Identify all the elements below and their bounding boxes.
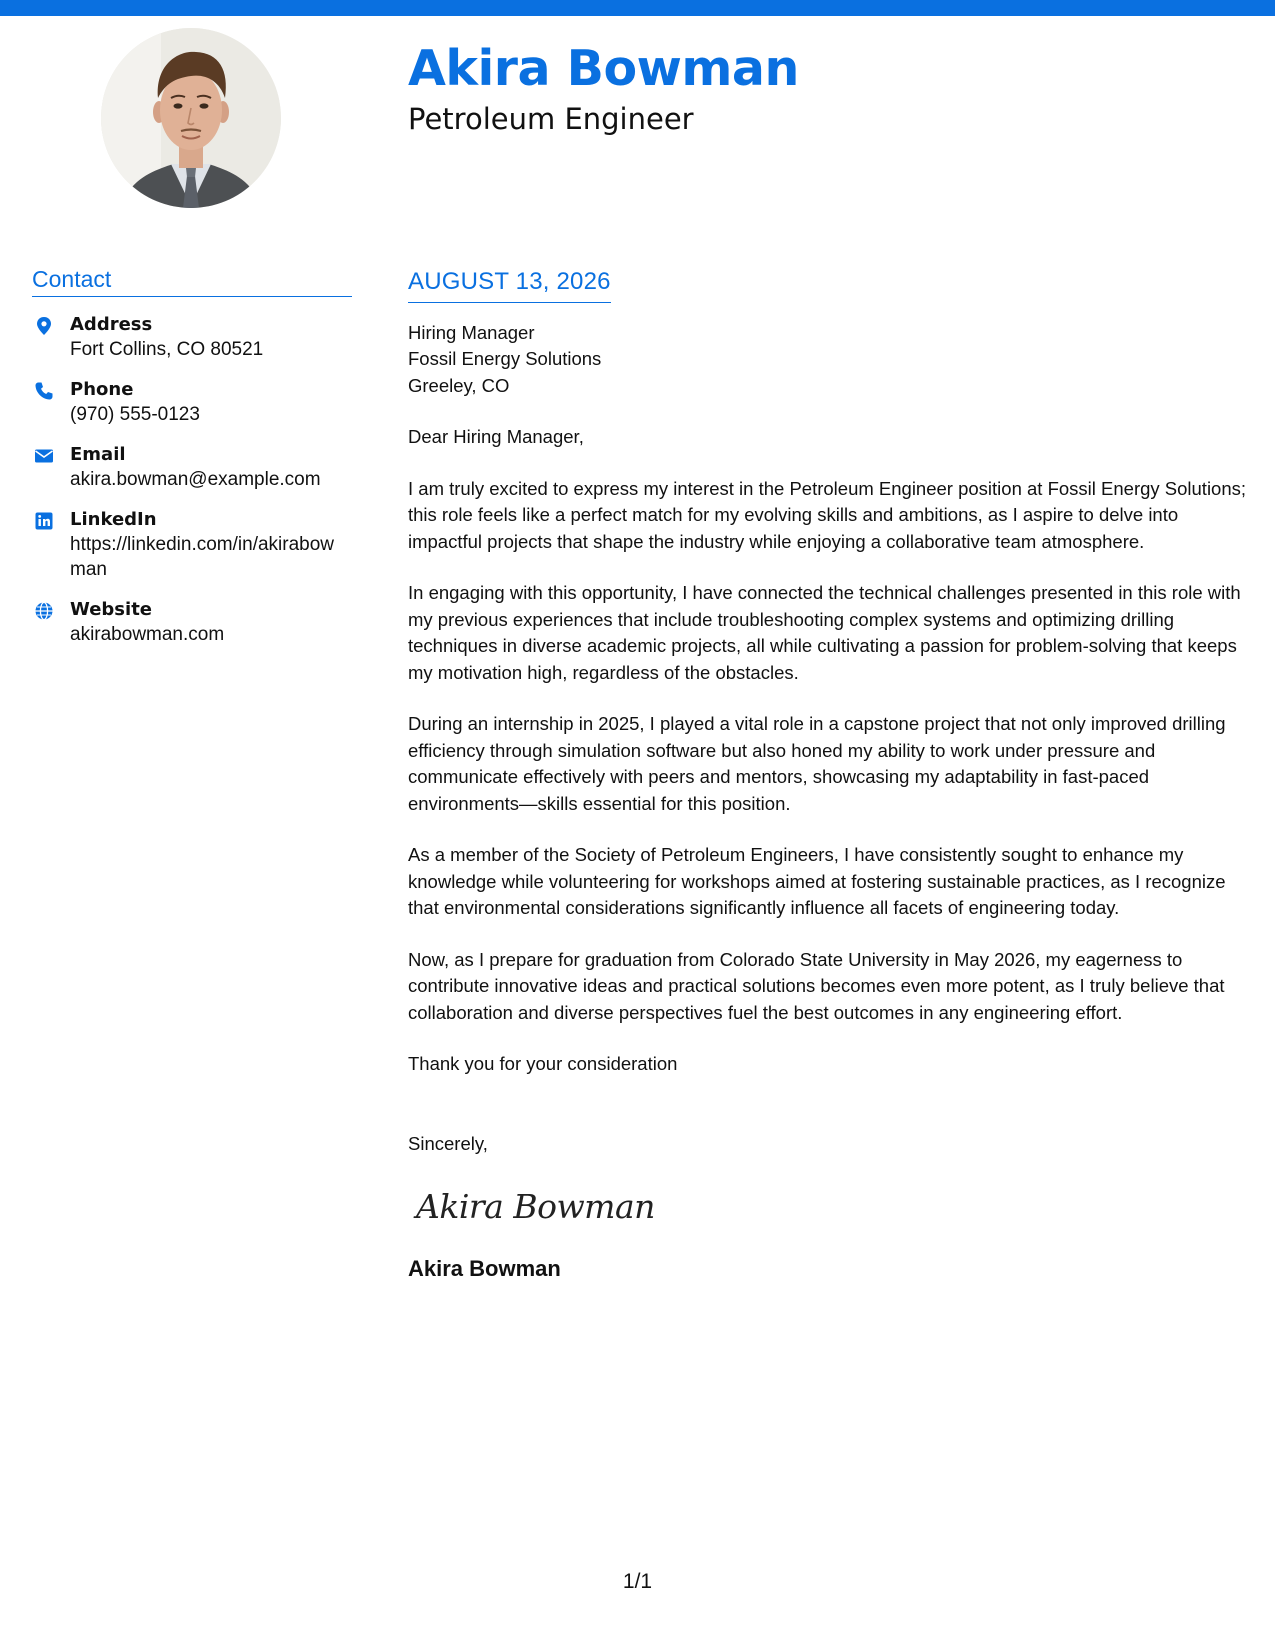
- page-number: 1/1: [622, 1570, 653, 1593]
- letter-body: [408, 268, 1248, 1283]
- body-paragraph: As a member of the Society of Petroleum Engineers, I have consistently sought to enhance my knowledge while volunteering for workshops aimed at fostering sustainable practices, as I recognize that environmental considerations significantly influence all facets of engineering today.: [408, 844, 1226, 919]
- email-value: akira.bowman@example.com: [70, 468, 321, 490]
- contact-label: Website: [70, 598, 153, 620]
- location-pin-icon: [34, 316, 54, 336]
- recipient-line: Fossil Energy Solutions: [408, 348, 602, 370]
- linkedin-icon: [34, 511, 54, 531]
- contact-sidebar: [32, 266, 352, 647]
- contact-item-linkedin: [32, 507, 352, 582]
- address-value: Fort Collins, CO 80521: [70, 338, 264, 360]
- contact-label: Phone: [70, 378, 134, 400]
- top-accent-bar: [0, 0, 1275, 16]
- letter-date: AUGUST 13, 2026: [408, 268, 611, 303]
- website-value: akirabowman.com: [70, 623, 225, 645]
- contact-item-email: [32, 442, 352, 492]
- handwritten-signature: Akira Bowman: [416, 1187, 655, 1227]
- job-title: Petroleum Engineer: [408, 102, 694, 136]
- closing-line: Thank you for your consideration: [408, 1053, 678, 1075]
- recipient-line: Greeley, CO: [408, 374, 510, 396]
- recipient-line: Hiring Manager: [408, 321, 535, 343]
- contact-heading: Contact: [32, 266, 352, 297]
- globe-icon: [34, 601, 54, 621]
- email-icon: [34, 446, 54, 466]
- phone-icon: [34, 381, 54, 401]
- recipient-block: [408, 320, 1248, 400]
- valediction: Sincerely,: [408, 1132, 488, 1154]
- body-paragraph: In engaging with this opportunity, I have connected the technical challenges presented in this role with my previous experiences that include troubleshooting complex systems and optimizing drilling techniques in diverse academic projects, all while cultivating a passion for problem-solving that keeps my motivation high, regardless of the obstacles.: [408, 582, 1241, 683]
- contact-label: Address: [70, 313, 153, 335]
- contact-item-website: [32, 597, 352, 647]
- signed-name: Akira Bowman: [408, 1256, 561, 1282]
- profile-photo: [101, 28, 281, 208]
- contact-item-address: [32, 312, 352, 362]
- contact-label: Email: [70, 443, 126, 465]
- salutation: Dear Hiring Manager,: [408, 426, 584, 448]
- applicant-name: Akira Bowman: [408, 40, 799, 97]
- contact-label: LinkedIn: [70, 508, 157, 530]
- body-paragraph: During an internship in 2025, I played a vital role in a capstone project that not only improved drilling efficiency through simulation software but also honed my ability to work under pressure and communicate effectively with peers and mentors, showcasing my adaptability in fast-paced environments—skills essential for this position.: [408, 713, 1226, 814]
- linkedin-value: https://linkedin.com/in/akirabow man: [70, 533, 335, 580]
- phone-value: (970) 555-0123: [70, 403, 200, 425]
- contact-item-phone: [32, 377, 352, 427]
- body-paragraph: I am truly excited to express my interest in the Petroleum Engineer position at Fossil Energy Solutions; this role feels like a perfect match for my evolving skills and ambitions, as I aspire to delve into impactful projects that shape the industry while enjoying a collaborative team atmosphere.: [408, 477, 1247, 552]
- body-paragraph: Now, as I prepare for graduation from Colorado State University in May 2026, my eagerness to contribute innovative ideas and practical solutions becomes even more potent, as I truly believe that collaboration and diverse perspectives fuel the best outcomes in any engineering effort.: [408, 948, 1225, 1023]
